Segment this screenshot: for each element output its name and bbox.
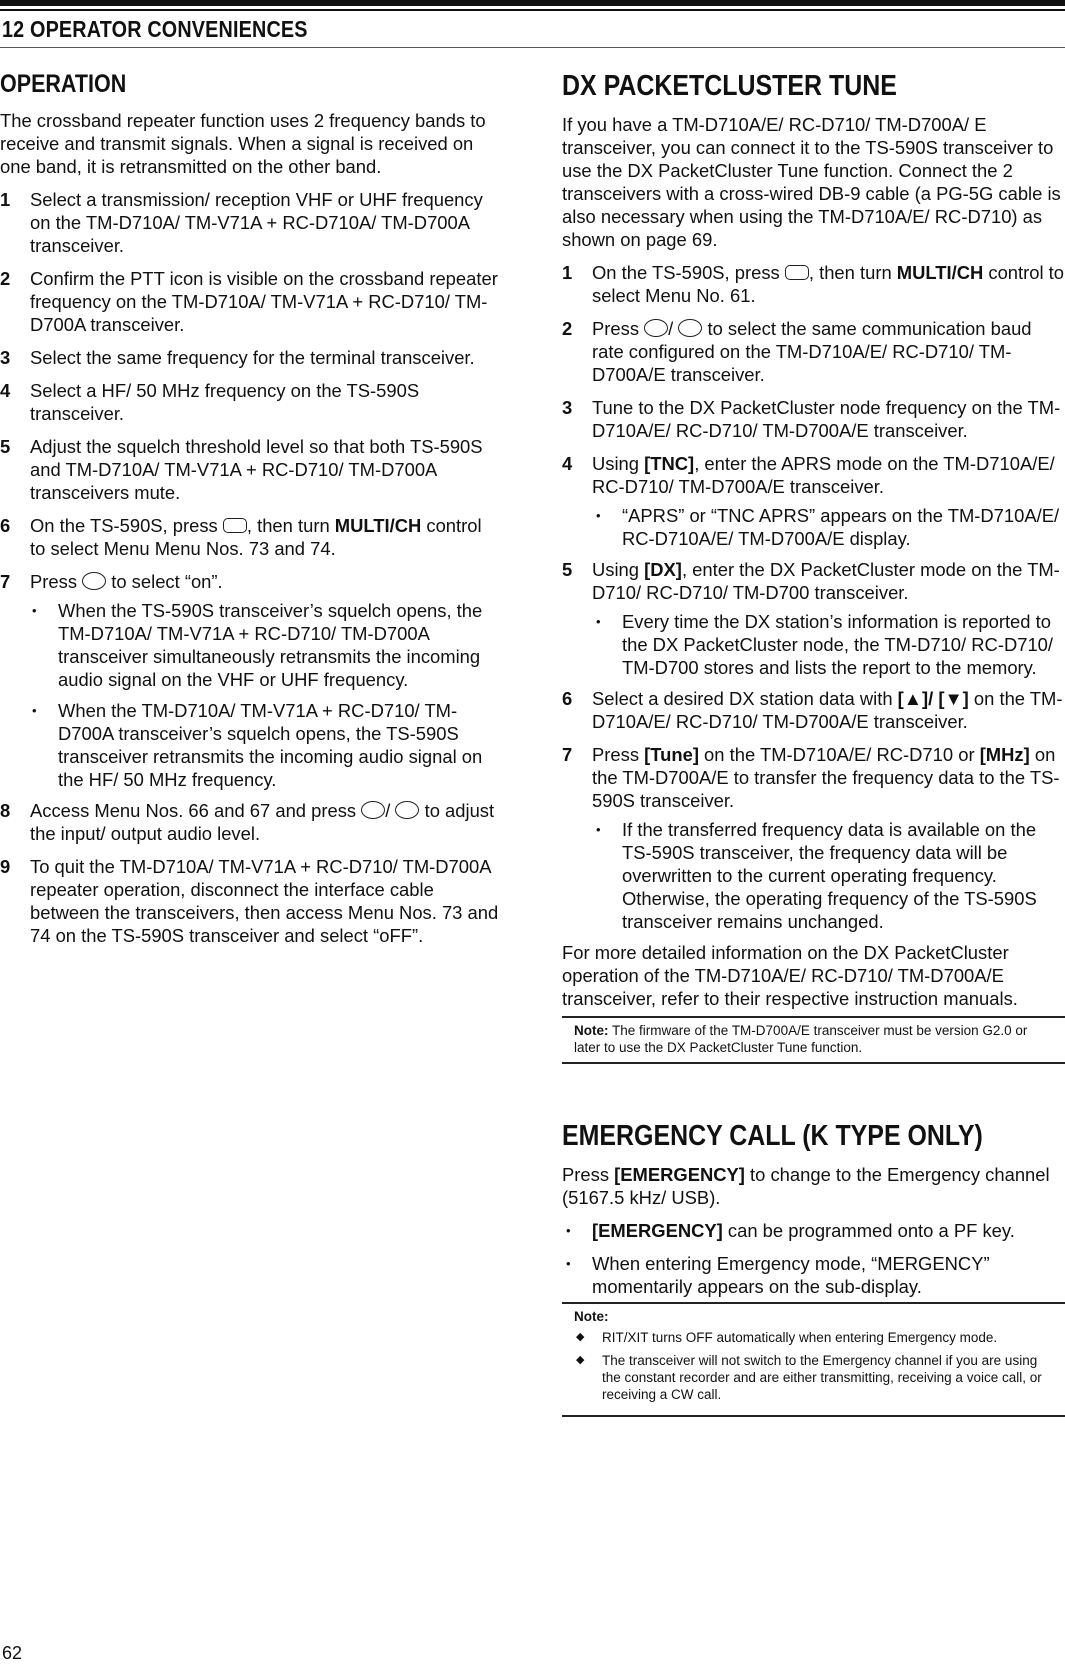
step-number: 3 <box>0 347 11 368</box>
dx-step <box>562 396 1065 442</box>
step-text: Using <box>592 559 645 580</box>
key-name: [Tune] <box>644 744 699 765</box>
key-name: [TNC] <box>644 453 695 474</box>
step-number: 9 <box>0 856 11 877</box>
emergency-note <box>562 1302 1065 1417</box>
step-text: to select “on”. <box>106 571 223 592</box>
step-number: 1 <box>562 262 573 283</box>
step-text: , then turn <box>808 262 897 283</box>
intro-text: Press <box>562 1164 615 1185</box>
scan-key-icon <box>678 319 702 337</box>
step-text: Select the same frequency for the terminal transceiver. <box>30 347 475 368</box>
step-text: / <box>668 318 679 339</box>
step-text: , enter the DX PacketCluster mode on the TM-D710/ RC-D710/ TM-D700 transceiver. <box>592 559 1060 603</box>
operation-step <box>0 188 500 257</box>
note-list <box>574 1329 1053 1403</box>
key-name: [▲]/ [▼] <box>897 688 969 709</box>
step-number: 7 <box>0 571 11 592</box>
chapter-header: 12 OPERATOR CONVENIENCES <box>2 16 308 42</box>
dx-step <box>562 317 1065 386</box>
step-bullets <box>28 599 500 791</box>
step-number: 6 <box>562 688 573 709</box>
m-in-key-icon <box>361 801 385 819</box>
step-text: Using <box>592 453 645 474</box>
step-number: 5 <box>562 559 573 580</box>
menu-key-icon <box>223 518 247 533</box>
bullet-item <box>562 1252 1065 1298</box>
step-text: Select a HF/ 50 MHz frequency on the TS-590S transceiver. <box>30 380 420 424</box>
dx-step <box>562 261 1065 307</box>
step-text: on the TM-D710A/E/ RC-D710 or <box>698 744 980 765</box>
step-text: , then turn <box>246 515 335 536</box>
step-text: Adjust the squelch threshold level so that both TS-590S and TM-D710A/ TM-V71A + RC-D710/ TM-D700A transceivers mute. <box>30 436 483 503</box>
step-number: 7 <box>562 744 573 765</box>
emergency-heading: EMERGENCY CALL (K TYPE ONLY) <box>562 1120 983 1152</box>
emergency-intro <box>562 1163 1065 1209</box>
dx-outro: For more detailed information on the DX PacketCluster operation of the TM-D710A/E/ RC-D710/ TM-D700A/E transceiver, refer to their respective instruction manuals. <box>562 942 1018 1009</box>
m-in-key-icon <box>644 319 668 337</box>
note-label: Note: <box>574 1309 609 1324</box>
bullet-text: can be programmed onto a PF key. <box>722 1220 1015 1241</box>
dx-steps <box>562 261 1065 933</box>
step-text: to adjust the input/ output audio level. <box>30 800 495 844</box>
step-number: 1 <box>0 189 11 210</box>
step-text: Press <box>592 744 645 765</box>
note-item: ◆ RIT/XIT turns OFF automatically when entering Emergency mode. <box>574 1329 1053 1346</box>
step-number: 2 <box>562 318 573 339</box>
operation-step <box>0 570 500 791</box>
step-text: On the TS-590S, press <box>592 262 785 283</box>
step-bullets <box>592 610 1065 679</box>
bullet-text: When entering Emergency mode, “MERGENCY” momentarily appears on the sub-display. <box>592 1253 990 1297</box>
operation-step <box>0 799 500 845</box>
step-text: To quit the TM-D710A/ TM-V71A + RC-D710/ TM-D700A repeater operation, disconnect the interface cable between the transceivers, then access Menu Nos. 73 and 74 on the TS-590S transceiver and select “oFF”. <box>30 856 499 946</box>
m-in-key-icon <box>82 572 106 590</box>
emergency-bullets <box>562 1219 1065 1298</box>
note-text: The firmware of the TM-D700A/E transceiver must be version G2.0 or later to use the DX PacketCluster Tune function. <box>574 1023 1028 1055</box>
step-text: Access Menu Nos. 66 and 67 and press <box>30 800 362 821</box>
control-name: MULTI/CH <box>896 262 984 283</box>
step-text: / <box>385 800 396 821</box>
note-item: ◆ The transceiver will not switch to the Emergency channel if you are using the constant recorder and are either transmitting, receiving a voice call, or receiving a CW call. <box>574 1352 1053 1403</box>
key-name: [EMERGENCY] <box>592 1220 723 1241</box>
step-text: Press <box>592 318 645 339</box>
step-text: control to select Menu Menu Nos. 73 and 74. <box>30 515 482 559</box>
step-text: , enter the APRS mode on the TM-D710A/E/ RC-D710/ TM-D700A/E transceiver. <box>592 453 1055 497</box>
operation-step <box>0 267 500 336</box>
step-text: Confirm the PTT icon is visible on the crossband repeater frequency on the TM-D710A/ TM-V71A + RC-D710/ TM-D700A transceiver. <box>30 268 498 335</box>
step-number: 3 <box>562 397 573 418</box>
dx-note <box>562 1016 1065 1064</box>
step-text: on the TM-D710A/E/ RC-D710/ TM-D700A/E transceiver. <box>592 688 1063 732</box>
step-text: on the TM-D700A/E to transfer the frequency data to the TS-590S transceiver. <box>592 744 1060 811</box>
bullet-item: • Every time the DX station’s information is reported to the DX PacketCluster node, the TM-D710/ RC-D710/ TM-D700 stores and lists the report to the memory. <box>592 610 1065 679</box>
step-text: to select the same communication baud rate configured on the TM-D710A/E/ RC-D710/ TM-D700A/E transceiver. <box>592 318 1032 385</box>
step-bullets <box>592 504 1065 550</box>
bullet-item: • When the TM-D710A/ TM-V71A + RC-D710/ TM-D700A transceiver’s squelch opens, the TS-590S transceiver retransmits the incoming audio signal on the HF/ 50 MHz frequency. <box>28 699 500 791</box>
top-rule <box>0 0 1065 6</box>
scan-key-icon <box>395 801 419 819</box>
dx-intro: If you have a TM-D710A/E/ RC-D710/ TM-D700A/ E transceiver, you can connect it to the TS-590S transceiver to use the DX PacketCluster Tune function. Connect the 2 transceivers with a cross-wired DB-9 cable (a PG-5G cable is also necessary when using the TM-D710A/E/ RC-D710) as shown on page 69. <box>562 114 1061 250</box>
note-label: Note: <box>574 1023 609 1038</box>
bullet-item <box>562 1219 1065 1242</box>
step-bullets <box>592 818 1065 933</box>
dx-heading: DX PACKETCLUSTER TUNE <box>562 70 897 102</box>
key-name: [MHz] <box>979 744 1030 765</box>
step-text: control to select Menu No. 61. <box>592 262 1065 306</box>
step-text: Press <box>30 571 83 592</box>
step-text: On the TS-590S, press <box>30 515 223 536</box>
dx-step <box>562 687 1065 733</box>
key-name: [EMERGENCY] <box>614 1164 745 1185</box>
intro-text: to change to the Emergency channel (5167.5 kHz/ USB). <box>562 1164 1050 1208</box>
chapter-rule <box>0 47 1065 48</box>
operation-heading: OPERATION <box>0 70 127 98</box>
dx-step <box>562 452 1065 550</box>
operation-intro: The crossband repeater function uses 2 frequency bands to receive and transmit signals. When a signal is received on one band, it is retransmitted on the other band. <box>0 110 486 177</box>
step-number: 4 <box>0 380 11 401</box>
step-number: 6 <box>0 515 11 536</box>
operation-step <box>0 379 500 425</box>
operation-steps <box>0 188 500 947</box>
step-number: 2 <box>0 268 11 289</box>
bullet-item: • If the transferred frequency data is available on the TS-590S transceiver, the frequency data will be overwritten to the current operating frequency. Otherwise, the operating frequency of the TS-590S transceiver remains unchanged. <box>592 818 1065 933</box>
bullet-item: • “APRS” or “TNC APRS” appears on the TM-D710A/E/ RC-D710A/E/ TM-D700A/E display. <box>592 504 1065 550</box>
control-name: MULTI/CH <box>334 515 422 536</box>
step-text: Select a transmission/ reception VHF or UHF frequency on the TM-D710A/ TM-V71A + RC-D710A/ TM-D700A transceiver. <box>30 189 483 256</box>
page-number: 62 <box>2 1643 23 1663</box>
operation-step <box>0 514 500 560</box>
step-text: Select a desired DX station data with <box>592 688 898 709</box>
top-rule-thin <box>0 9 1065 11</box>
dx-step <box>562 743 1065 933</box>
step-number: 5 <box>0 436 11 457</box>
operation-step <box>0 855 500 947</box>
right-column <box>562 70 1065 1417</box>
menu-key-icon <box>785 265 809 280</box>
step-number: 8 <box>0 800 11 821</box>
operation-step <box>0 435 500 504</box>
step-text: Tune to the DX PacketCluster node frequency on the TM-D710A/E/ RC-D710/ TM-D700A/E transceiver. <box>592 397 1061 441</box>
left-column <box>0 70 500 947</box>
key-name: [DX] <box>644 559 682 580</box>
step-number: 4 <box>562 453 573 474</box>
operation-step <box>0 346 500 369</box>
bullet-item: • When the TS-590S transceiver’s squelch opens, the TM-D710A/ TM-V71A + RC-D710/ TM-D700A transceiver simultaneously retransmits the incoming audio signal on the VHF or UHF frequency. <box>28 599 500 691</box>
dx-step <box>562 558 1065 679</box>
